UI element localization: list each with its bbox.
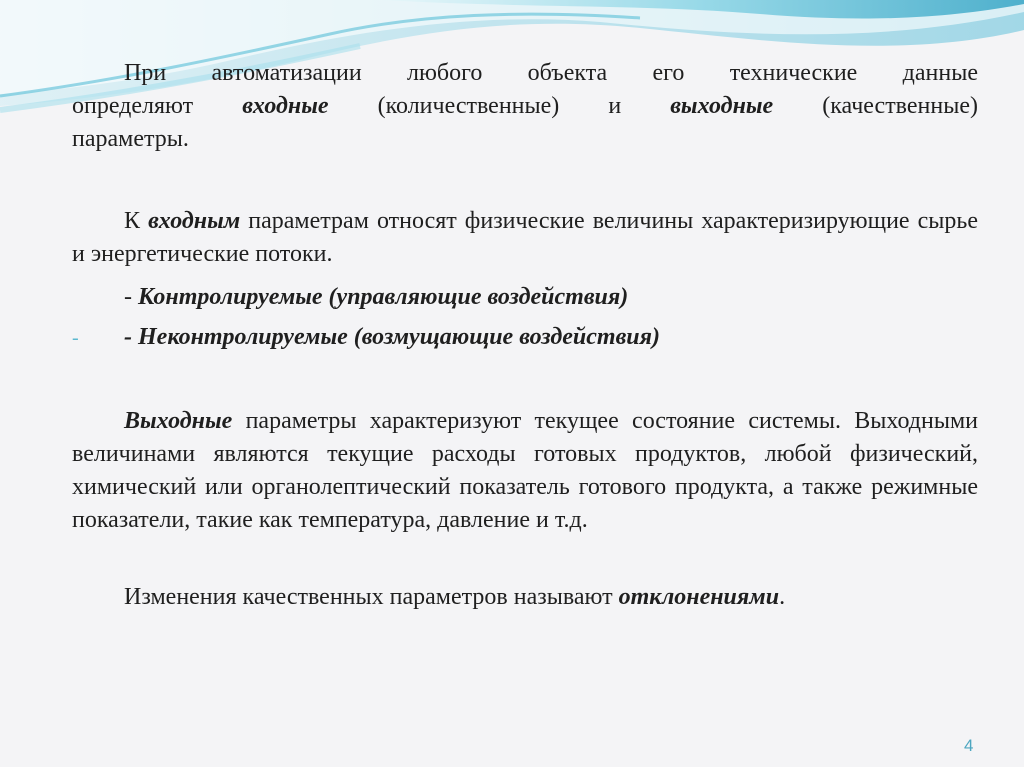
paragraph-intro-line3 <box>72 123 978 156</box>
paragraph-input-params <box>72 205 978 271</box>
p2-c: параметрам относят физические величины характеризирующие сырье и энергетические потоки. <box>72 208 978 267</box>
term-input-params: входным <box>148 208 241 234</box>
p4-c: . <box>779 584 786 610</box>
p2-a: К <box>124 208 149 234</box>
term-deviations: отклонениями <box>618 584 780 610</box>
list-item2-text: - Неконтролируемые (возмущающие воздействия) <box>124 324 660 350</box>
list-item1-text: Контролируемые (управляющие воздействия) <box>138 284 629 310</box>
term-output-params: Выходные <box>124 408 233 434</box>
p3-b: параметры характеризуют текущее состояние системы. Выходными величинами являются текущие расходы готовых продуктов, любой физический, химический или органолептический показатель готового продукта, а также режимные показатели, такие как температура, давление и т.д. <box>72 408 978 533</box>
paragraph-output-params <box>72 405 978 537</box>
page-number: 4 <box>964 736 974 755</box>
intro-line2-a: определяют <box>72 93 243 119</box>
paragraph-deviations <box>72 581 978 614</box>
term-output: выходные <box>670 93 774 119</box>
p4-a: Изменения качественных параметров называют <box>124 584 619 610</box>
list-item-uncontrolled <box>124 321 660 354</box>
intro-line2-e: (качественные) <box>773 93 978 119</box>
list-item-controlled <box>124 281 628 314</box>
term-input: входные <box>242 93 329 119</box>
intro-line2-c: (количественные) и <box>328 93 671 119</box>
list-bullet: - <box>72 327 79 349</box>
list-item1-prefix: - <box>124 284 138 310</box>
paragraph-intro-line2 <box>72 90 978 123</box>
intro-line3-text: параметры. <box>72 126 189 152</box>
intro-line1-text: При автоматизации любого объекта его технические данные <box>124 60 978 86</box>
paragraph-intro-line1 <box>72 57 978 90</box>
